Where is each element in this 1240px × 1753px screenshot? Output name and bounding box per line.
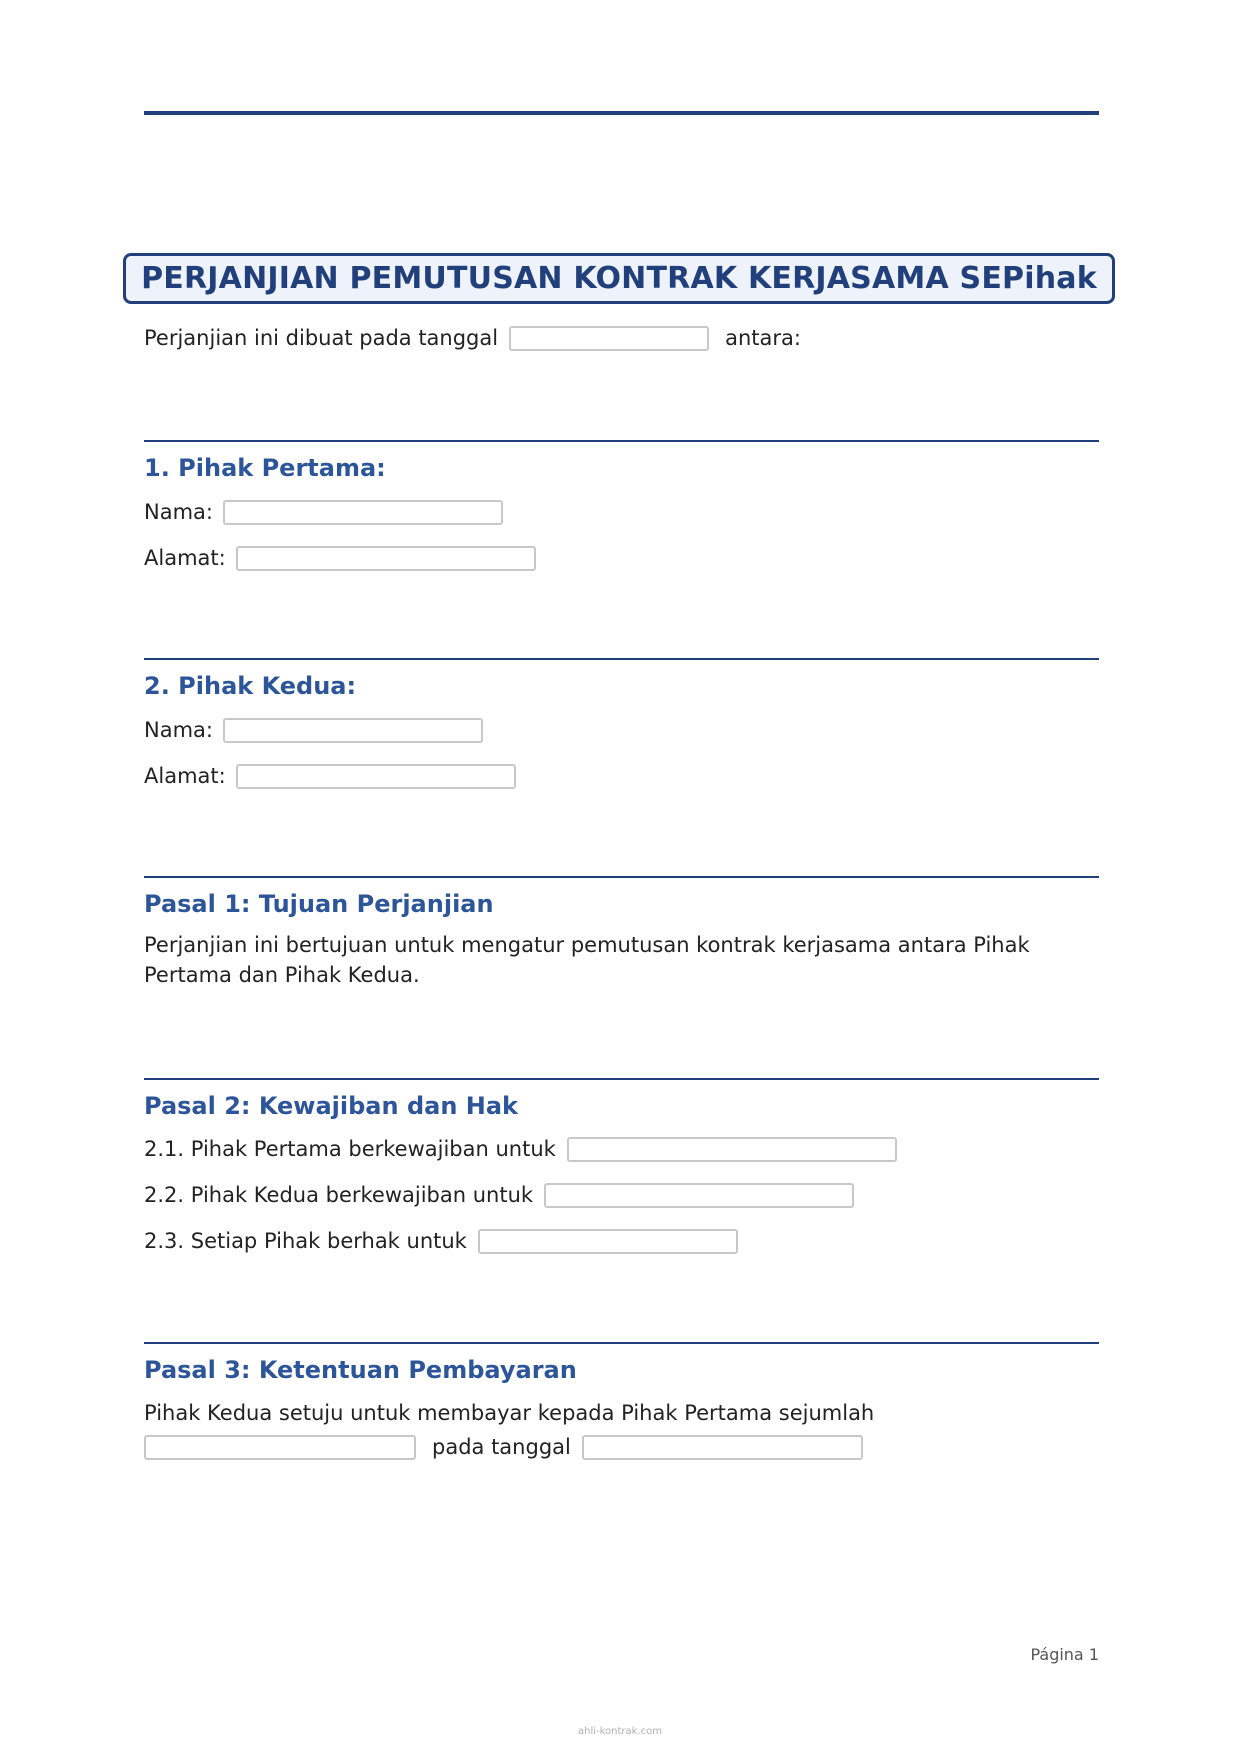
top-rule [144, 111, 1099, 115]
pasal1-line1: Perjanjian ini bertujuan untuk mengatur pemutusan kontrak kerjasama antara Pihak [144, 933, 1030, 957]
page-number: Página 1 [1030, 1645, 1099, 1664]
pasal1-heading: Pasal 1: Tujuan Perjanjian [144, 890, 494, 918]
pihak-pertama-heading: 1. Pihak Pertama: [144, 454, 386, 482]
pihak-kedua-alamat-field[interactable] [236, 764, 516, 789]
pihak-kedua-nama-field[interactable] [223, 718, 483, 743]
pasal2-item3-text: 2.3. Setiap Pihak berhak untuk [144, 1229, 467, 1253]
pihak-kedua-alamat-row [144, 764, 516, 788]
footer-source: ahli-kontrak.com [577, 1726, 662, 1737]
pihak-pertama-alamat-row [144, 546, 536, 570]
title-box [123, 253, 1115, 304]
pasal2-item3-field[interactable] [478, 1229, 738, 1254]
intro-line [144, 326, 801, 350]
pasal1-text [144, 930, 1044, 990]
pihak-pertama-nama-row [144, 500, 503, 524]
pasal2-item3 [144, 1229, 738, 1253]
payment-amount-field[interactable] [144, 1435, 416, 1460]
section-divider [144, 1078, 1099, 1080]
pasal2-heading: Pasal 2: Kewajiban dan Hak [144, 1092, 519, 1120]
pasal2-item2-text: 2.2. Pihak Kedua berkewajiban untuk [144, 1183, 534, 1207]
section-divider [144, 876, 1099, 878]
pasal3-line2 [144, 1435, 863, 1459]
pasal2-item1 [144, 1137, 897, 1161]
nama-label: Nama: [144, 500, 213, 524]
pasal2-item1-text: 2.1. Pihak Pertama berkewajiban untuk [144, 1137, 556, 1161]
pasal2-item2-field[interactable] [544, 1183, 854, 1208]
pihak-pertama-alamat-field[interactable] [236, 546, 536, 571]
pihak-pertama-nama-field[interactable] [223, 500, 503, 525]
pasal3-line1: Pihak Kedua setuju untuk membayar kepada Pihak Pertama sejumlah [144, 1401, 875, 1425]
pasal2-item1-field[interactable] [567, 1137, 897, 1162]
pihak-kedua-heading: 2. Pihak Kedua: [144, 672, 357, 700]
section-divider [144, 440, 1099, 442]
payment-date-field[interactable] [582, 1435, 863, 1460]
nama-label: Nama: [144, 718, 213, 742]
intro-after: antara: [725, 326, 801, 350]
section-divider [144, 1342, 1099, 1344]
pihak-kedua-nama-row [144, 718, 483, 742]
pasal3-heading: Pasal 3: Ketentuan Pembayaran [144, 1356, 577, 1384]
alamat-label: Alamat: [144, 546, 226, 570]
intro-text: Perjanjian ini dibuat pada tanggal [144, 326, 499, 350]
alamat-label: Alamat: [144, 764, 226, 788]
pada-tanggal-text: pada tanggal [432, 1435, 571, 1459]
document-title: PERJANJIAN PEMUTUSAN KONTRAK KERJASAMA SEPihak [141, 261, 1097, 296]
pasal2-item2 [144, 1183, 854, 1207]
date-field[interactable] [509, 326, 709, 351]
section-divider [144, 658, 1099, 660]
pasal1-line2: Pertama dan Pihak Kedua. [144, 963, 420, 987]
